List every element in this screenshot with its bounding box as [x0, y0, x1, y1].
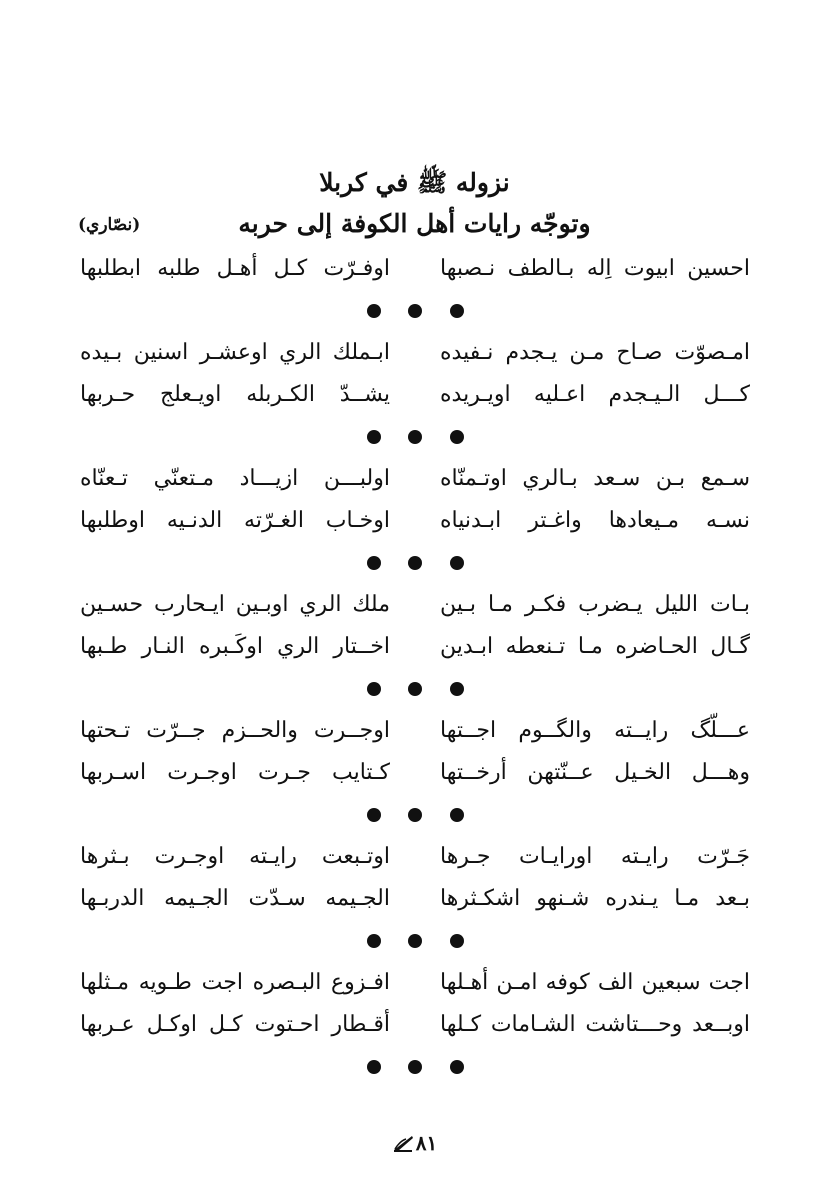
verse-second-hemistich: يشــدّ الكـربله اويـعلج حـربها — [80, 382, 390, 407]
verse-second-hemistich: اوتـبعت رايـته اوجـرت بـثرها — [80, 844, 390, 869]
verse-first-hemistich: سـمع بـن سـعد بـالري اوتـمنّاه — [440, 466, 750, 491]
verse-line — [0, 752, 829, 794]
verse-first-hemistich: عـــلّگ رايــته والگــوم اجــتها — [440, 718, 750, 743]
verse-first-hemistich: امـصوّت صـاح مـن يـجدم نـفيده — [440, 340, 750, 365]
stanza — [0, 584, 829, 710]
separator-dot-icon — [367, 556, 381, 570]
verse-line — [0, 878, 829, 920]
separator-dot-icon — [408, 556, 422, 570]
stanza-separator — [0, 920, 829, 962]
stanza — [0, 458, 829, 584]
separator-dot-icon — [408, 430, 422, 444]
verse-first-hemistich: احسين ابيوت اِله بـالطف نـصبها — [440, 256, 750, 281]
verse-line — [0, 710, 829, 752]
separator-dot-icon — [367, 808, 381, 822]
poem-title: نزوله ﷺ في كربلا — [319, 168, 510, 197]
stanza-separator — [0, 794, 829, 836]
verse-first-hemistich: گـال الحـاضره مـا تـنعطه ابـدين — [440, 634, 750, 659]
verse-second-hemistich: اوفـرّت كـل أهـل طلبه ابطلبها — [80, 256, 390, 281]
poem-genre-label: (نصّاري) — [78, 215, 141, 235]
verse-second-hemistich: افـزوع البـصره اجت طـويه مـثلها — [80, 970, 390, 995]
poem-subtitle: وتوجّه رايات أهل الكوفة إلى حربه — [238, 209, 591, 238]
verse-second-hemistich: اخــتار الري اوكَـبره النـار طـبها — [80, 634, 390, 659]
separator-dot-icon — [408, 304, 422, 318]
verse-second-hemistich: اوجــرت والحــزم جــرّت تـحتها — [80, 718, 390, 743]
verse-line — [0, 584, 829, 626]
separator-dot-icon — [450, 682, 464, 696]
stanza — [0, 332, 829, 458]
separator-dot-icon — [367, 682, 381, 696]
verse-second-hemistich: ملك الري اوبـين ايـحارب حسـين — [80, 592, 390, 617]
separator-dot-icon — [367, 304, 381, 318]
verse-line — [0, 962, 829, 1004]
poem-body — [0, 248, 829, 1088]
separator-dot-icon — [450, 304, 464, 318]
verse-first-hemistich: اجت سبعين الف كوفه امـن أهـلها — [440, 970, 750, 995]
separator-dot-icon — [450, 934, 464, 948]
stanza — [0, 710, 829, 836]
stanza-separator — [0, 542, 829, 584]
verse-first-hemistich: بـات الليل يـضرب فكـر مـا بـين — [440, 592, 750, 617]
stanza-separator — [0, 1046, 829, 1088]
verse-first-hemistich: جَـرّت رايـته اورايـات جـرها — [440, 844, 750, 869]
separator-dot-icon — [450, 808, 464, 822]
verse-line — [0, 458, 829, 500]
separator-dot-icon — [450, 556, 464, 570]
verse-second-hemistich: ابـملك الري اوعشـر اسنين بـيده — [80, 340, 390, 365]
verse-first-hemistich: بـعد مـا يـندره شـنهو اشكـثرها — [440, 886, 750, 911]
stanza — [0, 248, 829, 332]
verse-first-hemistich: كـــل الـيـجدم اعـليه اويـريده — [440, 382, 750, 407]
verse-line — [0, 248, 829, 290]
separator-dot-icon — [408, 682, 422, 696]
verse-first-hemistich: نسـه مـيعادها واغـتر ابـدنياه — [440, 508, 750, 533]
stanza-separator — [0, 416, 829, 458]
verse-second-hemistich: كـتايب جـرت اوجـرت اسـربها — [80, 760, 390, 785]
separator-dot-icon — [408, 934, 422, 948]
verse-line — [0, 626, 829, 668]
stanza — [0, 962, 829, 1088]
verse-first-hemistich: وهـــل الخـيل عــنّتهن أرخــتها — [440, 760, 750, 785]
separator-dot-icon — [367, 1060, 381, 1074]
verse-line — [0, 836, 829, 878]
stanza-separator — [0, 668, 829, 710]
separator-dot-icon — [367, 430, 381, 444]
separator-dot-icon — [450, 430, 464, 444]
verse-second-hemistich: الجـيمه سـدّت الجـيمه الدربـها — [80, 886, 390, 911]
separator-dot-icon — [408, 808, 422, 822]
stanza-separator — [0, 290, 829, 332]
separator-dot-icon — [367, 934, 381, 948]
verse-second-hemistich: اوخـاب الغـرّته الدنـيه اوطلبها — [80, 508, 390, 533]
stanza — [0, 836, 829, 962]
separator-dot-icon — [450, 1060, 464, 1074]
verse-line — [0, 374, 829, 416]
verse-second-hemistich: اولبـــن ازيـــاد مـتعنّي تـعنّاه — [80, 466, 390, 491]
page-footer — [0, 1128, 829, 1158]
page-number: ٨١ — [415, 1131, 438, 1155]
quill-pen-icon — [392, 1131, 414, 1151]
verse-line — [0, 500, 829, 542]
verse-line — [0, 1004, 829, 1046]
verse-line — [0, 332, 829, 374]
verse-first-hemistich: اوبــعد وحـــتاشت الشـامات كـلها — [440, 1012, 750, 1037]
separator-dot-icon — [408, 1060, 422, 1074]
verse-second-hemistich: أقـطار احـتوت كـل اوكـل عـربها — [80, 1012, 390, 1037]
